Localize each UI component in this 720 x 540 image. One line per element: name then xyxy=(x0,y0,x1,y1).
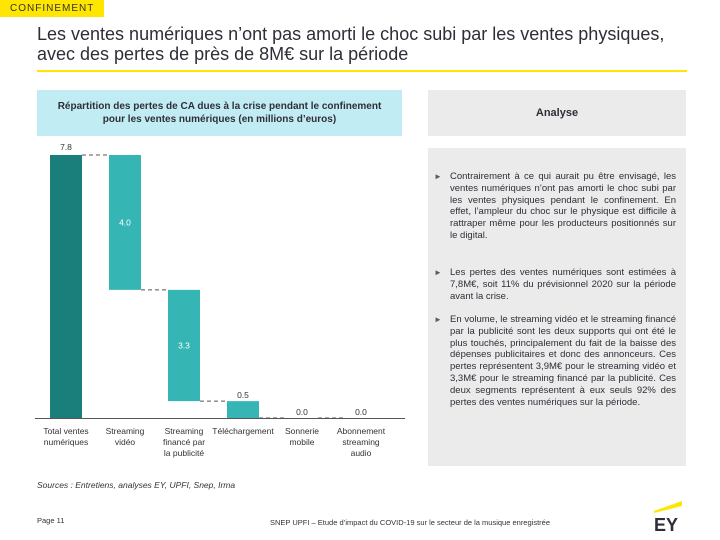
page-title: Les ventes numériques n’ont pas amorti le choc subi par les ventes physiques, avec des pertes de près de 8M€ sur la période xyxy=(37,24,665,64)
category-label-3: financé par xyxy=(162,437,206,447)
analysis-text-1: Contrairement à ce qui aurait pu être envisagé, les ventes numériques n’ont pas amorti le choc subi par les ventes physiques pendant le confinement. En effet, l’ampleur du choc sur le physique est difficile à rattraper même pour les producteurs positionnés sur le digital. xyxy=(450,171,676,241)
category-label-1: numériques xyxy=(43,437,89,447)
source-note: Sources : Entretiens, analyses EY, UPFI, Snep, Irma xyxy=(37,480,236,490)
category-label-1: Total ventes xyxy=(43,426,89,436)
svg-text:EY: EY xyxy=(654,515,679,533)
value-label-4: 0.5 xyxy=(237,390,249,401)
ey-logo xyxy=(650,497,686,533)
value-label-6: 0.0 xyxy=(355,407,367,417)
category-label-2: Streaming xyxy=(105,426,145,436)
value-label-5: 0.0 xyxy=(296,407,308,417)
bullet-arrow-icon: ► xyxy=(434,315,442,324)
bar-1 xyxy=(50,155,82,418)
category-label-6: audio xyxy=(350,448,372,458)
category-label-4: Téléchargement xyxy=(212,426,274,436)
value-label-1: 7.8 xyxy=(60,142,72,152)
page-number: Page 11 xyxy=(37,516,65,525)
category-label-6: streaming xyxy=(342,437,380,447)
category-label-3: la publicité xyxy=(163,448,205,458)
value-label-3: 3.3 xyxy=(178,340,190,351)
bullet-arrow-icon: ► xyxy=(434,268,442,277)
chart-header: Répartition des pertes de CA dues à la crise pendant le confinement pour les ventes numériques (en millions d’euros) xyxy=(37,90,402,136)
bullet-arrow-icon: ► xyxy=(434,172,442,181)
value-label-2: 4.0 xyxy=(119,217,131,228)
bar-4 xyxy=(227,401,259,418)
analysis-text-3: En volume, le streaming vidéo et le streaming financé par la publicité sont les deux supports qui ont été le plus touchés, principalement du fait de la baisse des dépenses publicitaires et donc des annonceurs. Ces pertes représentent 3,9M€ pour le streaming vidéo et 3,3M€ pour le streaming financé par la publicité. Ces deux segments représentent à eux seuls 92% des pertes des ventes numériques sur la période. xyxy=(450,314,676,408)
category-label-5: mobile xyxy=(289,437,315,447)
footer-text: SNEP UPFI – Etude d’impact du COVID-19 sur le secteur de la musique enregistrée xyxy=(270,518,550,527)
category-label-6: Abonnement xyxy=(336,426,386,436)
category-label-3: Streaming xyxy=(164,426,204,436)
category-label-2: vidéo xyxy=(114,437,136,447)
section-tag: CONFINEMENT xyxy=(0,0,104,17)
analysis-header: Analyse xyxy=(428,90,686,136)
category-label-5: Sonnerie xyxy=(284,426,320,436)
analysis-text-2: Les pertes des ventes numériques sont estimées à 7,8M€, soit 11% du prévisionnel 2020 sur la période avant la crise. xyxy=(450,267,676,302)
